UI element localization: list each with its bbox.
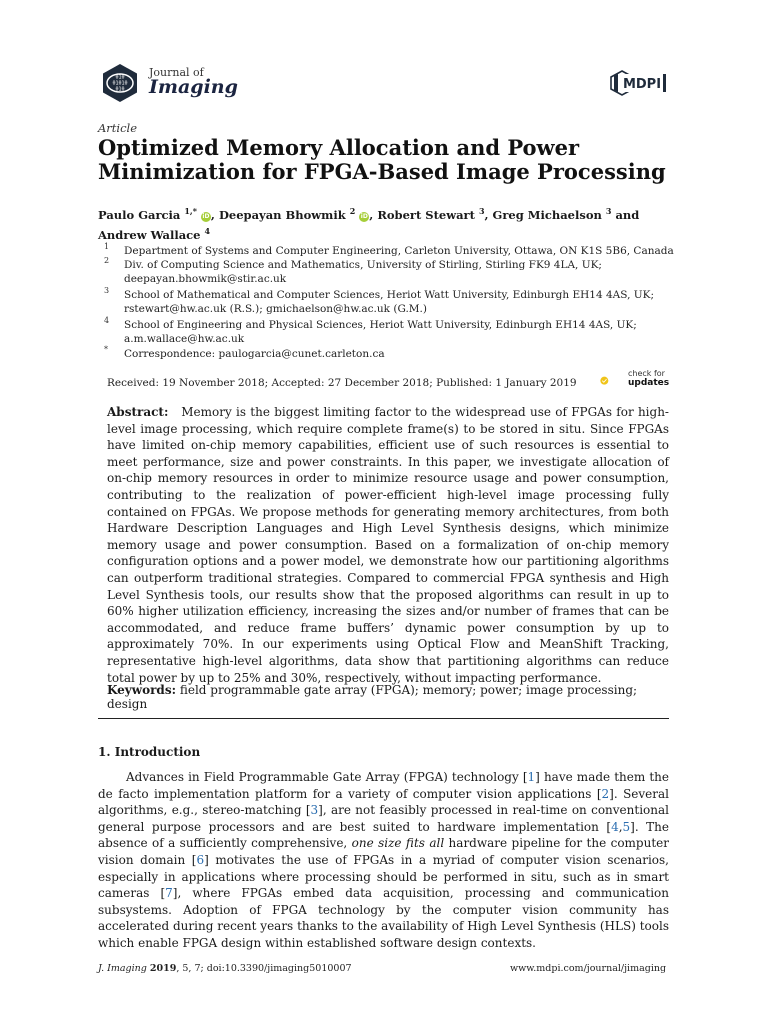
author-name: Robert Stewart [377,207,479,222]
section-heading: 1. Introduction [98,745,201,759]
footer-year: 2019 [149,963,177,974]
paragraph-text: ] motivates the use of FPGAs in a myriad of computer vision scenarios, especially in applications where processing should be performed in situ, such as in smart cameras [ [98,852,669,901]
citation-link[interactable]: 2 [601,786,610,801]
paragraph-text: ]. Several algorithms, e.g., stereo-matching [ [98,786,669,818]
orcid-icon[interactable]: iD [360,212,368,220]
affiliation-number: 1 [104,242,110,251]
check-updates-label[interactable] [628,369,669,388]
check-updates-line1: check for [628,369,665,378]
paragraph-text: Advances in Field Programmable Gate Array (FPGA) technology [ [126,770,528,784]
introduction-paragraph [98,769,669,952]
abstract-label: Abstract: [107,405,169,419]
author-name: Andrew Wallace [98,227,205,242]
footer-citation-text: 2019, 5, 7; doi:10.3390/jimaging5010007 [149,963,352,974]
affiliation-line: deepayan.bhowmik@stir.ac.uk [124,273,287,285]
author-affiliation-marker: 1,* [184,206,197,216]
publication-dates: Received: 19 November 2018; Accepted: 27 December 2018; Published: 1 January 2019 [107,377,577,389]
journal-name: Imaging [149,76,238,98]
affiliation-line: Correspondence: paulogarcia@cunet.carleton.ca [124,348,385,360]
affiliation-number: * [104,345,108,354]
journal-logo-icon [100,63,140,103]
author-affiliation-marker: 3 [605,206,612,216]
author-list: Paulo Garcia $^{1,*}$ iD, Deepayan Bhowmik $^2$ iD, Robert Stewart $^3$, Greg Michaelson $^3$ and Andrew Wallace $^4$ [98,206,640,242]
affiliation-line: rstewart@hw.ac.uk (R.S.); gmichaelson@hw.ac.uk (G.M.) [124,303,427,315]
check-updates-line2: updates [628,378,670,388]
logo-binary-line-3: 010 [115,86,125,93]
paragraph-text: hardware pipeline for the computer vision domain [ [98,836,669,867]
abstract-section [107,404,669,686]
affiliation-line: Department of Systems and Computer Engineering, Carleton University, Ottawa, ON K1S 5B6, Canada [124,245,674,257]
author-name: Greg Michaelson [492,207,606,222]
mdpi-logo-icon [610,70,668,96]
keywords-section [107,683,669,711]
affiliation-number: 3 [104,286,110,295]
author-affiliation-marker: 2 [349,206,356,216]
citation-link[interactable]: 4 [611,819,619,834]
author-name: Deepayan Bhowmik [218,207,350,222]
paragraph-text: ], are not feasibly processed in real-time on conventional general purpose processors and are best suited to hardware implementation [ [98,803,669,834]
citation-link[interactable]: 6 [196,852,205,867]
orcid-icon[interactable]: iD [202,212,210,220]
check-for-updates-badge[interactable] [600,368,626,394]
journal-of-label: Journal of [149,66,204,79]
author-name: Paulo Garcia [98,207,185,222]
paper-title: Optimized Memory Allocation and Power Minimization for FPGA-Based Image Processing [98,135,666,184]
affiliation-line: Div. of Computing Science and Mathematics, University of Stirling, Stirling FK9 4LA, UK; [124,259,602,271]
article-type-label: Article [98,121,138,135]
affiliation-number: 4 [104,316,110,325]
keywords-label: Keywords: [107,683,177,697]
citation-link[interactable]: 1 [527,770,536,784]
emphasis-text: one size fits all [351,836,445,851]
citation-link[interactable]: 5 [622,819,631,834]
citation-link[interactable]: 7 [165,886,173,901]
mdpi-logo-text: MDPI [622,77,662,92]
affiliation-line: a.m.wallace@hw.ac.uk [124,333,245,345]
author-affiliation-marker: 3 [478,206,485,216]
section-divider [98,718,669,719]
affiliation-line: School of Engineering and Physical Sciences, Heriot Watt University, Edinburgh EH14 4AS, UK; [124,319,637,331]
abstract-text: Memory is the biggest limiting factor to the widespread use of FPGAs for high-level image processing, which require complete frame(s) to be stored in situ. Since FPGAs have limited on-chip memory capabilities, efficient use of such resources is essential to meet performance, size and power constraints. In this paper, we investigate allocation of on-chip memory resources in order to minimize resource usage and power consumption, contributing to the realization of power-efficient high-level image processing fully contained on FPGAs. We propose methods for generating memory architectures, from both Hardware Description Languages and High Level Synthesis designs, which minimize memory usage and power consumption. Based on a formalization of on-chip memory configuration options and a power model, we demonstrate how our partitioning algorithms can outperform traditional strategies. Compared to commercial FPGA synthesis and High Level Synthesis tools, our results show that the proposed algorithms can result in up to 60% higher utilization efficiency, increasing the sizes and/or number of frames that can be accommodated, and reduce frame buffers’ dynamic power consumption by up to approximately 70%. In our experiments using Optical Flow and MeanShift Tracking, representative high-level algorithms, data show that partitioning algorithms can reduce total power by up to 25% and 30%, respectively, without impacting performance. [107,405,669,685]
paragraph-text: ]. The absence of a sufficiently comprehensive, [98,819,669,851]
paragraph-text: ] have made them the de facto implementation platform for a variety of computer vision applications [ [98,770,669,801]
affiliation-number: 2 [104,256,110,265]
keywords-text: field programmable gate array (FPGA); memory; power; image processing; design [107,683,638,711]
affiliation-line: School of Mathematical and Computer Sciences, Heriot Watt University, Edinburgh EH14 4AS, UK; [124,289,654,301]
logo-binary-line-2: 01010 [112,80,128,87]
footer-journal: J. Imaging [98,963,147,974]
footer-url[interactable]: www.mdpi.com/journal/jimaging [510,963,667,974]
footer-citation [98,963,352,974]
author-affiliation-marker: 4 [204,225,211,236]
citation-link[interactable]: 3 [310,803,319,818]
paragraph-text: ], where FPGAs embed data acquisition, processing and communication subsystems. Adoption of FPGA technology by the computer vision community has accelerated during recent years thanks to the availability of High Level Synthesis (HLS) tools which enable FPGA design within established software design contexts. [98,886,669,950]
logo-binary-line-1: 010 [115,74,125,81]
paragraph-text: , [618,819,623,834]
